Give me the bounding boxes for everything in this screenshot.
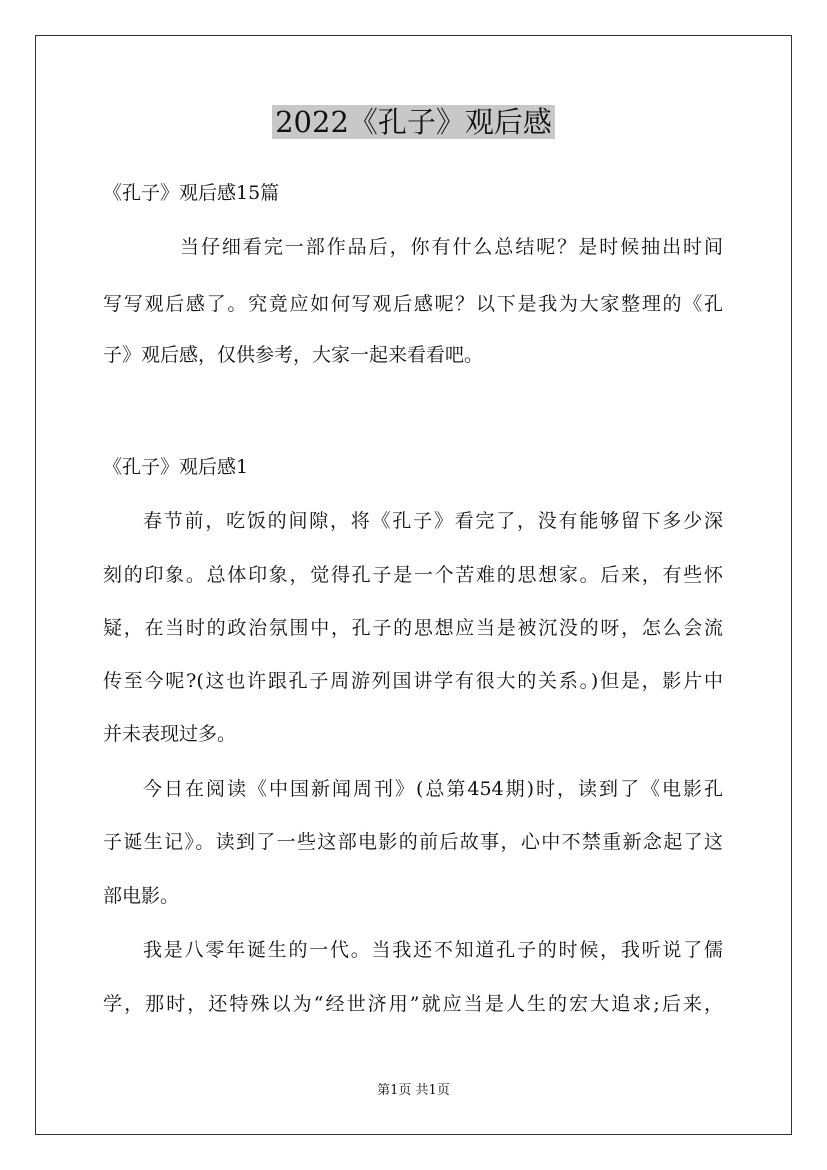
paragraph3-line-1: 我是八零年诞生的一代。当我还不知道孔子的时候，我听说了儒 [143, 939, 723, 961]
intro-line-2: 写写观后感了。究竟应如何写观后感呢？以下是我为大家整理的《孔 [103, 293, 723, 315]
paragraph1-line-3: 疑，在当时的政治氛围中，孔子的思想应当是被沉没的呀，怎么会流 [103, 617, 723, 639]
document-title [0, 100, 827, 144]
intro-line-3: 子》观后感，仅供参考，大家一起来看看吧。 [103, 344, 484, 366]
document-subtitle: 《孔子》观后感15篇 [103, 182, 280, 204]
paragraph2-line-2: 子诞生记》。读到了一些这部电影的前后故事，心中不禁重新念起了这 [103, 831, 723, 853]
paragraph1-line-2: 刻的印象。总体印象，觉得孔子是一个苦难的思想家。后来，有些怀 [103, 564, 723, 586]
paragraph1-line-1: 春节前，吃饭的间隙，将《孔子》看完了，没有能够留下多少深 [143, 510, 723, 532]
intro-line-1: 当仔细看完一部作品后，你有什么总结呢？是时候抽出时间 [180, 236, 723, 258]
document-title-text: 2022《孔子》观后感 [272, 105, 555, 139]
paragraph3-line-2: 学，那时，还特殊以为“经世济用”就应当是人生的宏大追求;后来， [103, 993, 723, 1015]
paragraph1-line-5: 并未表现过多。 [103, 723, 237, 745]
page-footer: 第1页 共1页 [377, 1083, 450, 1098]
paragraph2-line-1: 今日在阅读《中国新闻周刊》(总第454期)时，读到了《电影孔 [143, 778, 723, 800]
paragraph2-line-3: 部电影。 [103, 885, 180, 907]
section-heading: 《孔子》观后感1 [103, 456, 249, 478]
paragraph1-line-4: 传至今呢?(这也许跟孔子周游列国讲学有很大的关系。)但是，影片中 [103, 670, 723, 692]
